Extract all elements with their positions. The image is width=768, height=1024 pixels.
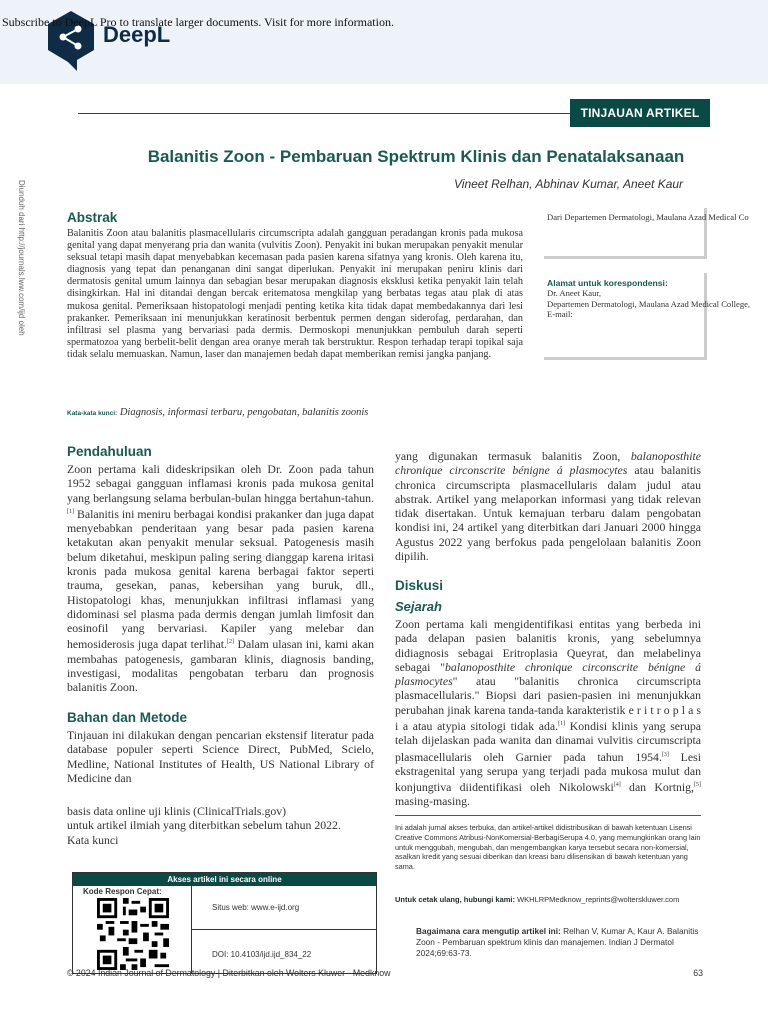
banner-text: Subscribe to DeepL Pro to translate larger documents. Visit for more information. (2, 15, 394, 29)
authors: Vineet Relhan, Abhinav Kumar, Aneet Kaur (454, 177, 684, 191)
page-footer (67, 968, 703, 978)
history-subheading: Sejarah (395, 599, 442, 614)
qr-label: Kode Respon Cepat: (83, 887, 162, 896)
page-number: 63 (693, 968, 703, 978)
methods-continued: basis data online uji klinis (ClinicalTrials.gov) untuk artikel ilmiah yang diterbitkan sebelum tahun 2022. Kata kunci (67, 804, 341, 847)
header-rule (78, 113, 570, 114)
section-tag: TINJAUAN ARTIKEL (570, 99, 710, 127)
correspondence-label: Alamat untuk korespondensi (547, 278, 665, 288)
correspondence-line: Dr. Aneet Kaur, (547, 288, 602, 299)
access-heading: Akses artikel ini secara online (73, 873, 376, 886)
reprint-info: Untuk cetak ulang, hubungi kami: WKHLRPMedknow_reprints@wolterskluwer.com (395, 895, 680, 904)
affiliation: Dari Departemen Dermatologi, Maulana Azad Medical Co (547, 212, 749, 222)
methods-continued-right: yang digunakan termasuk balanitis Zoon, balanoposthite chronique circonscrite bénigne á plasmocytes atau balanitis chronica circumscripta plasmacellularis dalam judul atau abstrak. Artikel yang melaporkan informasi yang tidak relevan tidak disertakan. Untuk kemajuan terbaru dalam pengobatan kondisi ini, 24 artikel yang diterbitkan dari Januari 2000 hingga Agustus 2022 yang berfokus pada pengelolaan balanitis Zoon dipilih. (395, 449, 701, 564)
abstract-text: Balanitis Zoon atau balanitis plasmacellularis circumscripta adalah gangguan peradangan kronis pada mukosa genital yang dapat menyerang pria dan wanita (vulvitis Zoon). Penyakit ini bukan merupakan penyakit menular seksual tetapi masih dapat menyebabkan kecemasan pada pasien karena sifatnya yang kronis. Oleh karena itu, diagnosis yang tepat dan penanganan dini sangat diperlukan. Penyakit ini merupakan peniru klinis dari dermatosis genital umum lainnya dan sebagian besar merupakan diagnosis eksklusi ketika penyakit lain telah disingkirkan. Hal ini ditandai dengan bercak eritematosa mengkilap yang berbatas tegas atau plak di atas mukosa genital. Pemeriksaan histopatologi menjadi penting ketika kita tidak dapat membedakannya dari lesi prakanker. Pemeriksaan ini menunjukkan keratinosit berbentuk permen dengan siderofag, perdarahan, dan infiltrasi sel plasma yang bervariasi pada dermis. Dermoskopi menunjukkan pembuluh darah seperti spermatozoa yang berbelit-belit dengan area oranye merah tak berstruktur. Respon terhadap terapi topikal saja tidak selalu memuaskan. Namun, laser dan manajemen bedah dapat memberikan remisi jangka panjang. (67, 228, 523, 360)
footer-copyright: © 2024 Indian Journal of Dermatology | Diterbitkan oleh Wolters Kluwer - Medknow (67, 968, 391, 978)
website-link[interactable]: Situs web: www.e-ijd.org (212, 903, 300, 912)
side-note: Diunduh dari http://journals.lww.com/ijd oleh (17, 180, 26, 336)
keywords-label: Kata-kata kunci: (67, 410, 118, 417)
online-access-box (72, 872, 377, 974)
keywords-text: Diagnosis, informasi terbaru, pengobatan, balanitis zoonis (117, 407, 369, 418)
abstract-heading: Abstrak (67, 210, 118, 225)
doi: DOI: 10.4103/ijd.ijd_834_22 (212, 950, 312, 959)
intro-heading: Pendahuluan (67, 444, 152, 459)
methods-heading: Bahan dan Metode (67, 710, 188, 725)
qr-code-icon[interactable] (97, 898, 169, 970)
intro-paragraph: Zoon pertama kali dideskripsikan oleh Dr. Zoon pada tahun 1952 sebagai gangguan inflamasi kronis pada mukosa genital yang berlangsung selama berbulan-bulan hingga bertahun-tahun.[1] Balanitis ini meniru berbagai kondisi prakanker dan juga dapat menyebabkan penderitaan yang besar pada pasien karena ketakutan akan penyakit menular seksual. Patogenesis masih belum diketahui, meskipun paling sering dianggap karena iritasi kronis pada mukosa genital karena berbagai faktor seperti trauma, gesekan, panas, kebersihan yang buruk, dll., Histopatologi khas, menunjukkan infiltrasi inflamasi yang didominasi sel plasma pada dermis dengan jumlah limfosit dan eosinofil yang bervariasi. Kapiler yang melebar dan hemosiderosis juga dapat terlihat.[2] Dalam ulasan ini, kami akan membahas patogenesis, gambaran klinis, diagnosis banding, investigasi, modalitas pengobatan terbaru dan prognosis balanitis Zoon. (67, 462, 375, 695)
methods-paragraph: Tinjauan ini dilakukan dengan pencarian ekstensif literatur pada database populer seperti Science Direct, PubMed, Scielo, Medline, National Institutes of Health, US National Library of Medicine dan (67, 728, 374, 785)
open-access-notice: Ini adalah jurnal akses terbuka, dan artikel-artikel didistribusikan di bawah ketentuan Lisensi Creative Commons Atribusi-NonKomersial-BerbagiSerupa 4.0, yang memungkinkan orang lain untuk menggubah, mengubah, dan mengembangkan karya tersebut secara non-komersial, asalkan kredit yang sesuai diberikan dan kreasi baru dilisensikan di bawah ketentuan yang sama. (395, 815, 701, 872)
correspondence-line: Departemen Dermatologi, Maulana Azad Medical College, (547, 298, 751, 309)
keywords (67, 407, 368, 418)
correspondence-line: E-mail: (547, 309, 573, 320)
article-title: Balanitis Zoon - Pembaruan Spektrum Klinis dan Penatalaksanaan (147, 147, 685, 166)
history-paragraph: Zoon pertama kali mengidentifikasi entitas yang berbeda ini pada delapan pasien balanitis kronis, yang sebelumnya didiagnosis sebagai Eritroplasia Queyrat, dan melabelinya sebagai "balanoposthite chronique circonscrite bénigne á plasmocytes" atau "balanitis chronica circumscripta plasmacellularis." Biopsi dari pasien-pasien ini menunjukkan perubahan jinak karena tanda-tanda karakteristik e r i t r o p l a s i a atau atypia sitologi tidak ada.[1] Kondisi klinis yang serupa telah dijelaskan pada wanita dan dinamai vulvitis circumscripta plasmacellularis oleh Garnier pada tahun 1954.[3] Lesi ekstragenital yang serupa yang terjadi pada mukosa mulut dan konjungtiva diidentifikasi oleh Nikolowski[4] dan Kortnig,[5] masing-masing. (395, 617, 702, 809)
deepl-logo-text: DeepL (103, 22, 171, 47)
reprint-email[interactable]: WKHLRPMedknow_reprints@wolterskluwer.com (515, 895, 680, 904)
correspondence: Alamat untuk korespondensi: Dr. Aneet Kaur, Departemen Dermatologi, Maulana Azad Medical College, E-mail: (547, 278, 751, 320)
discussion-heading: Diskusi (395, 578, 444, 593)
citation: Bagaimana cara mengutip artikel ini: Relhan V, Kumar A, Kaur A. Balanitis Zoon - Pembaruan spektrum klinis dan manajemen. Indian J Dermatol 2024;69:63-73. (416, 926, 699, 958)
